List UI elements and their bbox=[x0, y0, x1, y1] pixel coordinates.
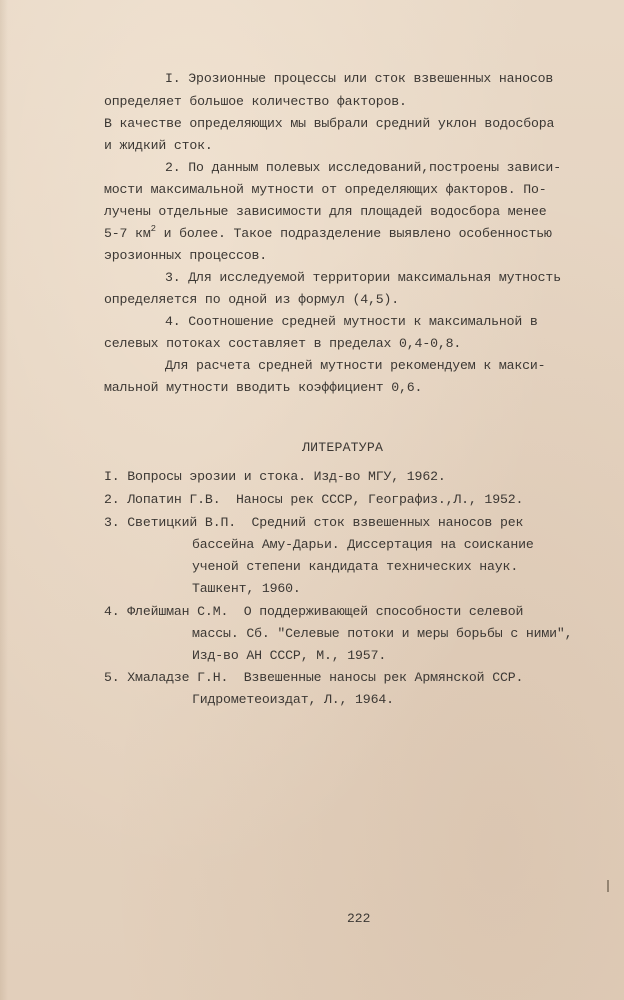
conclusion-1-line-1: I. Эрозионные процессы или сток взвешенных наносов bbox=[165, 71, 554, 86]
conclusion-2-line-3: лучены отдельные зависимости для площадей водосбора менее bbox=[104, 204, 547, 219]
conclusion-5-line-2: мальной мутности вводить коэффициент 0,6. bbox=[104, 380, 423, 395]
reference-2: 2. Лопатин Г.В. Наносы рек СССР, Географиз.,Л., 1952. bbox=[104, 492, 524, 507]
reference-4-line-3: Изд-во АН СССР, М., 1957. bbox=[192, 648, 387, 663]
conclusion-1-line-4: и жидкий сток. bbox=[104, 138, 213, 153]
conclusion-3-line-2: определяется по одной из формул (4,5). bbox=[104, 292, 400, 307]
scan-edge-shadow bbox=[0, 0, 8, 1000]
conclusion-2-line-1: 2. По данным полевых исследований,построены зависи- bbox=[165, 160, 561, 175]
conclusion-3-line-1: 3. Для исследуемой территории максимальная мутность bbox=[165, 270, 561, 285]
area-range-text: 5-7 км bbox=[104, 226, 151, 241]
conclusion-4-line-2: селевых потоках составляет в пределах 0,4-0,8. bbox=[104, 336, 462, 351]
reference-3-line-1: 3. Светицкий В.П. Средний сток взвешенных наносов рек bbox=[104, 515, 524, 530]
reference-5-line-1: 5. Хмаладзе Г.Н. Взвешенные наносы рек Армянской ССР. bbox=[104, 670, 524, 685]
literature-heading: ЛИТЕРАТУРА bbox=[302, 440, 384, 455]
conclusion-4-line-1: 4. Соотношение средней мутности к максимальной в bbox=[165, 314, 538, 329]
reference-4-line-1: 4. Флейшман С.М. О поддерживающей способности селевой bbox=[104, 604, 524, 619]
reference-1: I. Вопросы эрозии и стока. Изд-во МГУ, 1962. bbox=[104, 469, 446, 484]
reference-3-line-2: бассейна Аму-Дарьи. Диссертация на соискание bbox=[192, 537, 534, 552]
reference-5-line-2: Гидрометеоиздат, Л., 1964. bbox=[192, 692, 394, 707]
conclusion-1-line-3: В качестве определяющих мы выбрали средний уклон водосбора bbox=[104, 116, 555, 131]
conclusion-2-line-2: мости максимальной мутности от определяющих факторов. По- bbox=[104, 182, 547, 197]
conclusion-2-line-4 bbox=[104, 224, 552, 241]
reference-3-line-3: ученой степени кандидата технических наук. bbox=[192, 559, 519, 574]
conclusion-2-line-4-rest: и более. Такое подразделение выявлено особенностью bbox=[155, 226, 552, 241]
conclusion-2-line-5: эрозионных процессов. bbox=[104, 248, 268, 263]
page-number: 222 bbox=[347, 911, 371, 926]
scan-mark bbox=[607, 880, 609, 892]
conclusion-1-line-2: определяет большое количество факторов. bbox=[104, 94, 407, 109]
reference-4-line-2: массы. Сб. "Селевые потоки и меры борьбы с ними", bbox=[192, 626, 573, 641]
superscript-2: 2 bbox=[150, 224, 156, 234]
conclusion-5-line-1: Для расчета средней мутности рекомендуем к макси- bbox=[165, 358, 546, 373]
reference-3-line-4: Ташкент, 1960. bbox=[192, 581, 301, 596]
